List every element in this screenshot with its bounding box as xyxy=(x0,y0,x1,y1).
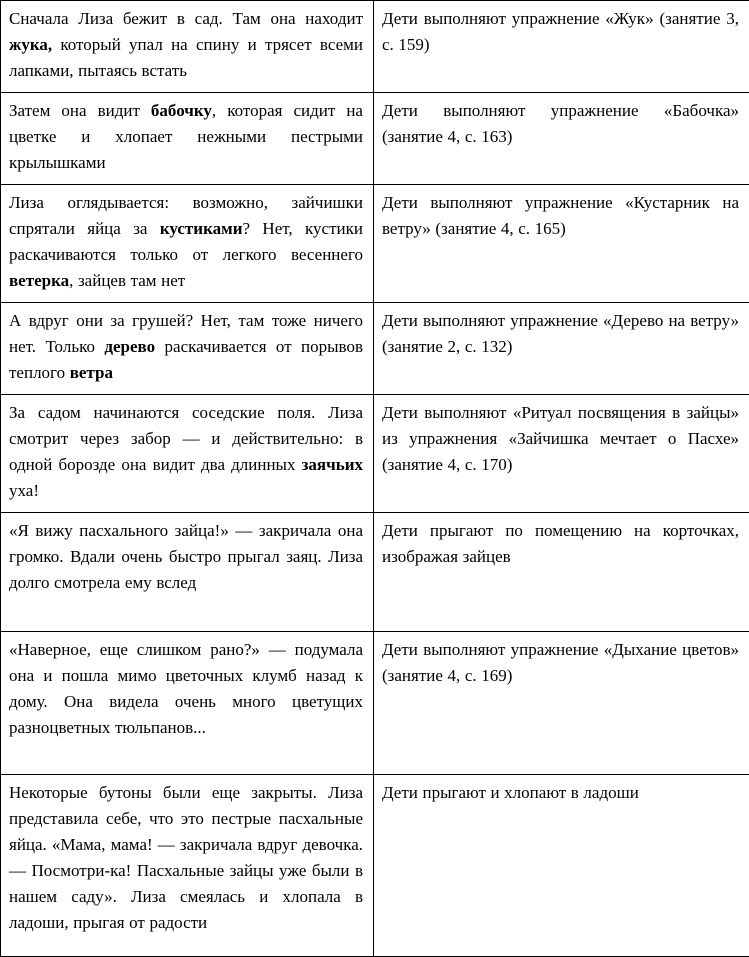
exercise-cell: Дети выполняют упражнение «Кустарник на ветру» (занятие 4, с. 165) xyxy=(374,185,749,303)
story-cell: Некоторые бутоны были еще закрыты. Лиза представила себе, что это пестрые пасхальные яйца. «Мама, мама! — закричала вдруг девочка. — Посмотри-ка! Пасхальные зайцы уже были в нашем саду». Лиза смеялась и хлопала в ладоши, прыгая от радости xyxy=(1,775,374,957)
story-cell: «Наверное, еще слишком рано?» — подумала она и пошла мимо цветочных клумб назад к дому. Она видела очень много цветущих разноцветных тюльпанов... xyxy=(1,632,374,775)
table-row xyxy=(1,1,749,93)
bold-keyword: ветра xyxy=(70,363,113,382)
table-row xyxy=(1,775,749,957)
table-row xyxy=(1,632,749,775)
exercise-cell: Дети выполняют упражнение «Бабочка» (занятие 4, с. 163) xyxy=(374,93,749,185)
table-row xyxy=(1,513,749,632)
story-cell: Затем она видит бабочку, которая сидит на цветке и хлопает нежными пестрыми крылышками xyxy=(1,93,374,185)
exercise-cell: Дети выполняют упражнение «Дерево на ветру» (занятие 2, с. 132) xyxy=(374,303,749,395)
bold-keyword: кустиками xyxy=(160,219,243,238)
bold-keyword: заячьих xyxy=(302,455,363,474)
bold-keyword: дерево xyxy=(104,337,155,356)
story-cell: Сначала Лиза бежит в сад. Там она находит жука, который упал на спину и трясет всеми лапками, пытаясь встать xyxy=(1,1,374,93)
table-row xyxy=(1,93,749,185)
table-body xyxy=(1,1,749,957)
exercise-cell: Дети прыгают и хлопают в ладоши xyxy=(374,775,749,957)
story-cell: За садом начинаются соседские поля. Лиза смотрит через забор — и действительно: в одной борозде она видит два длинных заячьих уха! xyxy=(1,395,374,513)
exercise-cell: Дети прыгают по помещению на корточках, изображая зайцев xyxy=(374,513,749,632)
story-cell: А вдруг они за грушей? Нет, там тоже ничего нет. Только дерево раскачивается от порывов теплого ветра xyxy=(1,303,374,395)
bold-keyword: бабочку xyxy=(151,101,212,120)
table-row xyxy=(1,395,749,513)
bold-keyword: жука, xyxy=(9,35,52,54)
exercise-cell: Дети выполняют упражнение «Дыхание цветов» (занятие 4, с. 169) xyxy=(374,632,749,775)
bold-keyword: ветерка xyxy=(9,271,69,290)
story-cell: Лиза оглядывается: возможно, зайчишки спрятали яйца за кустиками? Нет, кустики раскачиваются только от легкого весеннего ветерка, зайцев там нет xyxy=(1,185,374,303)
exercise-cell: Дети выполняют «Ритуал посвящения в зайцы» из упражнения «Зайчишка мечтает о Пасхе» (занятие 4, с. 170) xyxy=(374,395,749,513)
story-cell: «Я вижу пасхального зайца!» — закричала она громко. Вдали очень быстро прыгал заяц. Лиза долго смотрела ему вслед xyxy=(1,513,374,632)
table-row xyxy=(1,303,749,395)
exercise-cell: Дети выполняют упражнение «Жук» (занятие 3, с. 159) xyxy=(374,1,749,93)
table-row xyxy=(1,185,749,303)
